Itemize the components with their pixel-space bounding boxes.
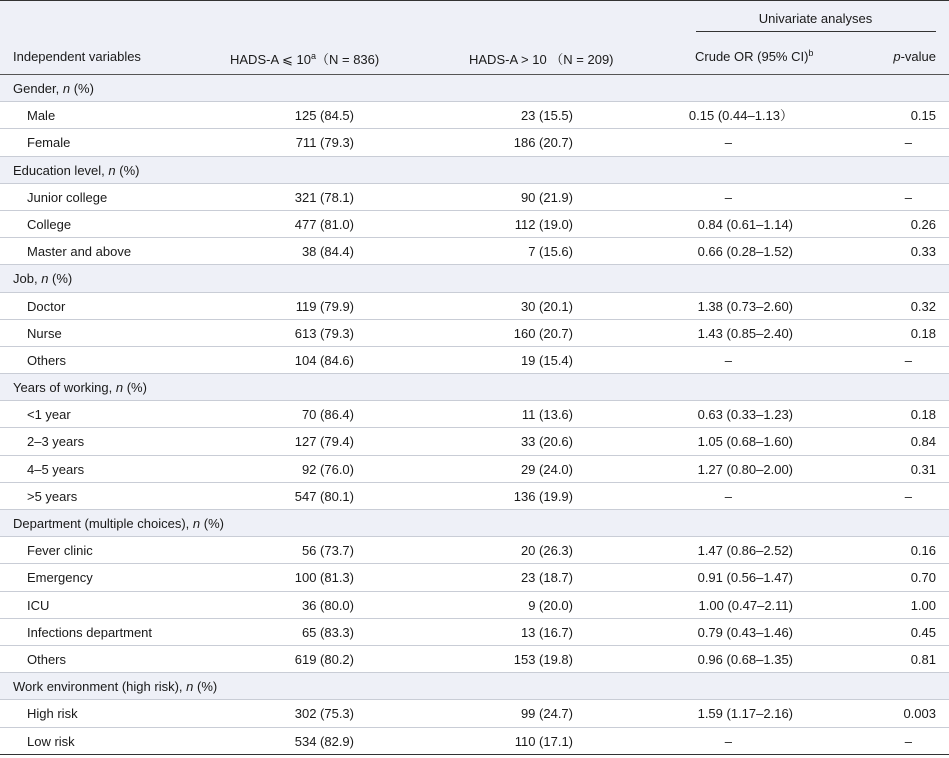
cell-crude-or: 1.47 (0.86–2.52) [697, 543, 793, 559]
table-group-row [0, 374, 949, 401]
table-header [0, 1, 949, 75]
cell-hads-le10: 38 (84.4) [301, 244, 354, 260]
group-label-text: Job, [13, 271, 42, 287]
cell-hads-gt10: 23 (15.5) [520, 108, 573, 124]
row-label: High risk [27, 706, 78, 722]
cell-p-value: 0.70 [910, 570, 936, 586]
cell-p-value: 0.84 [910, 434, 936, 450]
cell-hads-le10: 613 (79.3) [294, 325, 354, 341]
cell-p-value: – [904, 189, 912, 205]
cell-hads-gt10: 9 (20.0) [528, 597, 573, 613]
footnote-a: a [310, 51, 316, 61]
table-group-row [0, 265, 949, 292]
cell-p-value: 0.16 [910, 543, 936, 559]
cell-hads-gt10: 33 (20.6) [520, 434, 573, 450]
cell-hads-le10: 70 (86.4) [301, 407, 354, 423]
cell-hads-le10: 321 (78.1) [294, 189, 354, 205]
cell-hads-gt10: 153 (19.8) [513, 651, 573, 667]
cell-hads-le10: 302 (75.3) [294, 706, 354, 722]
cell-crude-or: – [724, 352, 732, 368]
col-header-hads-le10-text: HADS-A ⩽ 10 [230, 52, 311, 67]
row-label: >5 years [27, 488, 78, 504]
cell-hads-le10: 119 (79.9) [295, 298, 354, 314]
row-label: Others [27, 352, 67, 368]
group-label-n: n [62, 81, 71, 96]
table-row [0, 619, 949, 646]
table-body [0, 75, 949, 755]
cell-p-value: 0.18 [910, 407, 936, 423]
group-label-n: n [108, 162, 116, 178]
cell-hads-le10: 711 (79.3) [295, 135, 354, 151]
cell-crude-or: 0.79 (0.43–1.46) [697, 624, 793, 640]
group-label [13, 510, 224, 537]
group-label-tail: (%) [70, 81, 94, 96]
group-label-text: Gender, [13, 81, 63, 96]
row-label: Master and above [27, 244, 132, 260]
row-label: Others [27, 651, 67, 667]
cell-hads-le10: 534 (82.9) [294, 733, 354, 749]
row-label: Doctor [27, 298, 66, 314]
cell-hads-gt10: 20 (26.3) [520, 543, 573, 559]
table-row [0, 564, 949, 591]
cell-crude-or: 1.43 (0.85–2.40) [697, 325, 793, 341]
table-row [0, 293, 949, 320]
group-label-n: n [186, 679, 194, 695]
cell-hads-le10: 36 (80.0) [301, 597, 354, 613]
group-label-n: n [115, 380, 124, 396]
table-row [0, 401, 949, 428]
cell-hads-le10: 125 (84.5) [294, 108, 354, 124]
row-label: Nurse [27, 325, 62, 341]
cell-hads-gt10: 160 (20.7) [513, 325, 573, 341]
table-row [0, 320, 949, 347]
cell-hads-le10: 477 (81.0) [294, 216, 354, 232]
table-row [0, 102, 949, 129]
table-row [0, 347, 949, 374]
table-group-row [0, 75, 949, 102]
col-header-hads-le10 [230, 49, 379, 68]
cell-p-value: 0.15 [910, 108, 936, 124]
table-row [0, 728, 949, 755]
row-label: Female [27, 135, 71, 151]
group-label-text: Work environment (high risk), [13, 679, 187, 695]
group-label-tail: (%) [115, 162, 140, 178]
cell-hads-gt10: 110 (17.1) [514, 733, 573, 749]
cell-hads-le10: 56 (73.7) [301, 543, 354, 559]
cell-hads-gt10: 186 (20.7) [513, 135, 573, 151]
col-header-crude-or [695, 49, 813, 64]
cell-crude-or: 0.15 (0.44–1.13） [688, 108, 793, 124]
cell-crude-or: – [724, 189, 732, 205]
cell-p-value: – [904, 488, 912, 504]
footnote-b: b [808, 48, 814, 58]
cell-crude-or: – [724, 733, 732, 749]
cell-crude-or: 0.91 (0.56–1.47) [697, 570, 793, 586]
row-label: 4–5 years [27, 461, 85, 477]
row-label: <1 year [27, 407, 71, 423]
group-label-tail: (%) [123, 380, 147, 396]
col-header-p-rest: -value [900, 49, 936, 64]
group-label-n: n [192, 516, 201, 531]
cell-hads-gt10: 11 (13.6) [521, 407, 573, 423]
cell-p-value: 0.18 [910, 325, 936, 341]
cell-crude-or: – [724, 135, 732, 151]
cell-hads-le10: 547 (80.1) [294, 488, 354, 504]
cell-crude-or: 0.84 (0.61–1.14) [697, 216, 793, 232]
col-header-hads-le10-n: （N = 836) [316, 52, 380, 67]
table-row [0, 184, 949, 211]
cell-hads-gt10: 90 (21.9) [520, 189, 573, 205]
table-row [0, 129, 949, 156]
cell-crude-or: 0.66 (0.28–1.52) [697, 244, 793, 260]
group-label-n: n [41, 271, 49, 287]
group-label-tail: (%) [200, 516, 224, 531]
row-label: Emergency [27, 570, 93, 586]
cell-p-value: 0.45 [910, 624, 936, 640]
cell-hads-gt10: 99 (24.7) [520, 706, 573, 722]
group-label [13, 265, 72, 292]
cell-hads-le10: 100 (81.3) [294, 570, 354, 586]
univariate-analyses-heading: Univariate analyses [758, 11, 873, 26]
cell-p-value: 1.00 [910, 597, 936, 613]
col-header-crude-or-text: Crude OR (95% CI) [695, 49, 809, 64]
group-label-tail: (%) [193, 679, 218, 695]
row-label: Infections department [27, 624, 153, 640]
row-label: Junior college [27, 189, 108, 205]
cell-hads-gt10: 23 (18.7) [520, 570, 573, 586]
cell-p-value: – [904, 135, 912, 151]
cell-hads-le10: 104 (84.6) [294, 352, 354, 368]
group-label [13, 75, 94, 102]
table-group-row [0, 157, 949, 184]
table-row [0, 592, 949, 619]
cell-p-value: 0.81 [910, 651, 936, 667]
cell-hads-gt10: 136 (19.9) [513, 488, 573, 504]
cell-p-value: 0.33 [910, 244, 936, 260]
cell-crude-or: 1.00 (0.47–2.11) [698, 597, 793, 613]
cell-crude-or: 1.27 (0.80–2.00) [697, 461, 793, 477]
col-header-p-italic: p [893, 49, 901, 64]
cell-p-value: 0.31 [910, 461, 936, 477]
row-label: College [27, 216, 72, 232]
cell-hads-gt10: 29 (24.0) [520, 461, 573, 477]
cell-hads-le10: 92 (76.0) [301, 461, 354, 477]
table-group-row [0, 673, 949, 700]
cell-hads-gt10: 7 (15.6) [528, 244, 573, 260]
cell-hads-gt10: 13 (16.7) [520, 624, 573, 640]
cell-crude-or: 1.38 (0.73–2.60) [697, 298, 793, 314]
cell-crude-or: 0.63 (0.33–1.23) [697, 407, 793, 423]
cell-hads-gt10: 30 (20.1) [520, 298, 573, 314]
group-label-tail: (%) [48, 271, 73, 287]
col-header-p-value [893, 49, 936, 64]
row-label: Fever clinic [27, 543, 93, 559]
cell-p-value: – [904, 733, 912, 749]
table-row [0, 456, 949, 483]
row-label: 2–3 years [27, 434, 85, 450]
table-row [0, 238, 949, 265]
cell-p-value: – [904, 352, 912, 368]
cell-hads-le10: 65 (83.3) [301, 624, 354, 640]
group-label-text: Education level, [13, 162, 109, 178]
cell-p-value: 0.26 [910, 216, 936, 232]
table-row [0, 700, 949, 727]
table-row [0, 646, 949, 673]
row-label: Male [27, 108, 56, 124]
cell-hads-gt10: 19 (15.4) [520, 352, 573, 368]
col-header-hads-gt10: HADS-A > 10 （N = 209) [469, 52, 614, 67]
cell-hads-gt10: 112 (19.0) [514, 216, 573, 232]
cell-crude-or: 1.59 (1.17–2.16) [697, 706, 793, 722]
cell-crude-or: – [724, 488, 732, 504]
table-row [0, 211, 949, 238]
table-row [0, 483, 949, 510]
cell-hads-le10: 619 (80.2) [294, 651, 354, 667]
group-label [13, 374, 147, 401]
table-row [0, 537, 949, 564]
row-label: ICU [27, 597, 50, 613]
cell-crude-or: 0.96 (0.68–1.35) [697, 651, 793, 667]
row-label: Low risk [27, 733, 75, 749]
cell-hads-le10: 127 (79.4) [294, 434, 354, 450]
col-header-variable: Independent variables [13, 49, 141, 64]
univariate-rule [696, 31, 936, 32]
cell-crude-or: 1.05 (0.68–1.60) [697, 434, 793, 450]
table-row [0, 428, 949, 455]
group-label-text: Years of working, [13, 380, 116, 396]
table-group-row [0, 510, 949, 537]
cell-p-value: 0.32 [910, 298, 936, 314]
group-label-text: Department (multiple choices), [13, 516, 193, 531]
group-label [13, 157, 139, 184]
cell-p-value: 0.003 [903, 706, 936, 722]
group-label [13, 673, 217, 700]
